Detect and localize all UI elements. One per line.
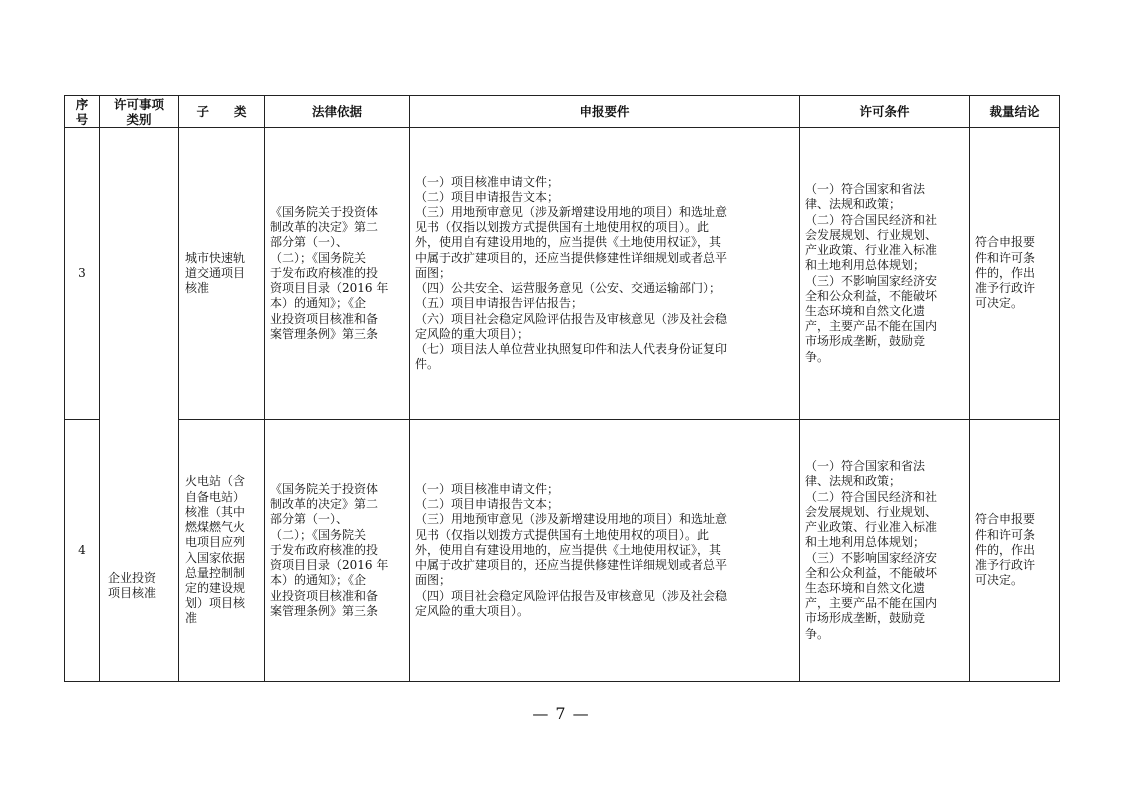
subcategory-cell: 城市快速轨 道交通项目 核准 [179, 128, 265, 420]
basis-cell: 《国务院关于投资体 制改革的决定》第二 部分第（一）、 （二）；《国务院关 于发布政府核准的投 资项目目录（2016 年 本）的通知》；《企 业投资项目核准和备 案管理条例》第三条 [265, 128, 410, 420]
conditions-cell: （一）符合国家和省法 律、法规和政策； （二）符合国民经济和社 会发展规划、行业规划、 产业政策、行业准入标准 和土地利用总体规划； （三）不影响国家经济安 全和公众利益，不能破坏 生态环境和自然文化遗 产，主要产品不能在国内 市场形成垄断，鼓励竞 争。 [800, 128, 970, 420]
table-header-row [65, 96, 1060, 128]
permit-table [64, 95, 1060, 682]
basis-cell: 《国务院关于投资体 制改革的决定》第二 部分第（一）、 （二）；《国务院关 于发布政府核准的投 资项目目录（2016 年 本）的通知》；《企 业投资项目核准和备 案管理条例》第三条 [265, 420, 410, 682]
materials-cell: （一）项目核准申请文件； （二）项目申请报告文本； （三）用地预审意见（涉及新增建设用地的项目）和选址意 见书（仅指以划拨方式提供国有土地使用权的项目）。此 外，使用自有建设用地的，应当提供《土地使用权证》，其 中属于改扩建项目的，还应当提供修建性详细规划或者总平 面图； （四）项目社会稳定风险评估报告及审核意见（涉及社会稳 定风险的重大项目）。 [410, 420, 800, 682]
subcategory-cell: 火电站（含 自备电站） 核准（其中 燃煤燃气火 电项目应列 入国家依据 总量控制制 定的建设规 划）项目核 准 [179, 420, 265, 682]
header-category: 许可事项 类别 [100, 96, 179, 128]
row-num: 3 [65, 128, 100, 420]
table-row [65, 128, 1060, 420]
header-conditions: 许可条件 [800, 96, 970, 128]
conditions-cell: （一）符合国家和省法 律、法规和政策； （二）符合国民经济和社 会发展规划、行业规划、 产业政策、行业准入标准 和土地利用总体规划； （三）不影响国家经济安 全和公众利益，不能破坏 生态环境和自然文化遗 产，主要产品不能在国内 市场形成垄断，鼓励竞 争。 [800, 420, 970, 682]
conclusion-cell: 符合申报要 件和许可条 件的，作出 准予行政许 可决定。 [970, 128, 1060, 420]
header-conclusion: 裁量结论 [970, 96, 1060, 128]
header-basis: 法律依据 [265, 96, 410, 128]
header-subcategory: 子 类 [179, 96, 265, 128]
row-num: 4 [65, 420, 100, 682]
page-number: — 7 — [532, 704, 590, 723]
header-num: 序 号 [65, 96, 100, 128]
materials-cell: （一）项目核准申请文件； （二）项目申请报告文本； （三）用地预审意见（涉及新增建设用地的项目）和选址意 见书（仅指以划拨方式提供国有土地使用权的项目）。此 外，使用自有建设用地的，应当提供《土地使用权证》，其 中属于改扩建项目的，还应当提供修建性详细规划或者总平 面图； （四）公共安全、运营服务意见（公安、交通运输部门）； （五）项目申请报告评估报告； （六）项目社会稳定风险评估报告及审核意见（涉及社会稳 定风险的重大项目）； （七）项目法人单位营业执照复印件和法人代表身份证复印 件。 [410, 128, 800, 420]
category-cell: 企业投资 项目核准 [100, 128, 179, 682]
table-row [65, 420, 1060, 682]
header-materials: 申报要件 [410, 96, 800, 128]
conclusion-cell: 符合申报要 件和许可条 件的，作出 准予行政许 可决定。 [970, 420, 1060, 682]
